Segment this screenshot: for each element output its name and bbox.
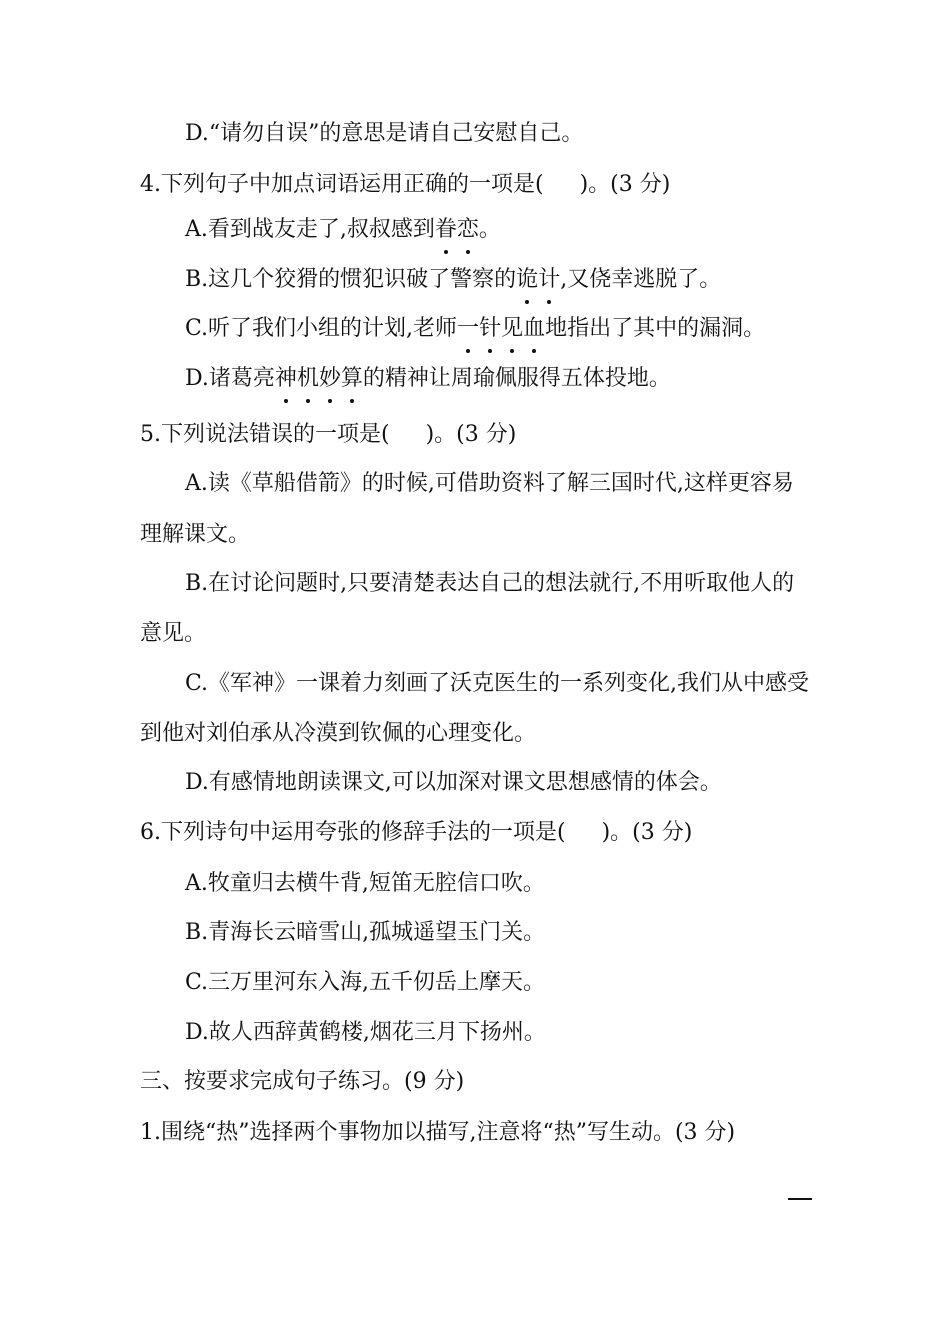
question-6-stem	[140, 818, 692, 848]
option-5c-line1: C.《军神》一课着力刻画了沃克医生的一系列变化,我们从中感受	[185, 671, 810, 696]
section-3-heading: 三、按要求完成句子练习。(9 分)	[140, 1069, 465, 1094]
q5-stem-text: 5.下列说法错误的一项是(	[140, 422, 390, 447]
option-5c-line2: 到他对刘伯承从冷漠到钦佩的心理变化。	[140, 721, 537, 746]
dotted-char: 见	[501, 314, 523, 344]
q5-stem-score: )。(3 分)	[425, 422, 517, 447]
option-4c	[185, 314, 765, 344]
option-6d: D.故人西辞黄鹤楼,烟花三月下扬州。	[185, 1020, 546, 1045]
page-edge-mark	[788, 1198, 812, 1200]
q4-stem-text: 4.下列句子中加点词语运用正确的一项是(	[140, 172, 544, 197]
dotted-char: 恋	[457, 215, 479, 245]
option-5b-line1: B.在讨论问题时,只要清楚表达自己的想法就行,不用听取他人的	[185, 571, 795, 596]
dotted-char: 血	[523, 314, 545, 344]
q6-stem-score: )。(3 分)	[601, 820, 693, 845]
option-5b-line2: 意见。	[140, 621, 207, 646]
option-text: A.看到战友走了,叔叔感到	[185, 217, 435, 242]
option-5a-line1: A.读《草船借箭》的时候,可借助资料了解三国时代,这样更容易	[185, 471, 794, 496]
option-6b: B.青海长云暗雪山,孤城遥望玉门关。	[185, 920, 546, 945]
dotted-char: 计	[538, 265, 560, 295]
option-5d: D.有感情地朗读课文,可以加深对课文思想感情的体会。	[185, 770, 722, 795]
option-text: 。	[478, 217, 501, 242]
dotted-char: 算	[341, 364, 363, 394]
q4-stem-score: )。(3 分)	[579, 172, 671, 197]
question-5-stem	[140, 420, 516, 450]
option-6a: A.牧童归去横牛背,短笛无腔信口吹。	[185, 871, 545, 896]
dotted-char: 一	[457, 314, 479, 344]
option-text: C.听了我们小组的计划,老师	[185, 316, 458, 341]
option-3d: D.“请勿自误”的意思是请自己安慰自己。	[185, 121, 584, 146]
option-5a-line2: 理解课文。	[140, 522, 251, 547]
option-6c: C.三万里河东入海,五千仞岳上摩天。	[185, 970, 546, 995]
question-4-stem	[140, 170, 670, 200]
dotted-char: 眷	[435, 215, 457, 245]
option-text: D.诸葛亮	[185, 366, 275, 391]
q6-stem-text: 6.下列诗句中运用夸张的修辞手法的一项是(	[140, 820, 566, 845]
option-text: ,又侥幸逃脱了。	[560, 267, 722, 292]
option-text: 的精神让周瑜佩服得五体投地。	[362, 366, 671, 391]
option-text: B.这几个狡猾的惯犯识破了警察的	[185, 267, 517, 292]
dotted-char: 神	[275, 364, 297, 394]
option-4d	[185, 364, 671, 394]
dotted-char: 诡	[516, 265, 538, 295]
option-text: 地指出了其中的漏洞。	[545, 316, 766, 341]
option-4a	[185, 215, 501, 245]
option-4b	[185, 265, 721, 295]
dotted-char: 机	[297, 364, 319, 394]
section-3-question-1: 1.围绕“热”选择两个事物加以描写,注意将“热”写生动。(3 分)	[140, 1120, 736, 1145]
dotted-char: 针	[479, 314, 501, 344]
dotted-char: 妙	[319, 364, 341, 394]
